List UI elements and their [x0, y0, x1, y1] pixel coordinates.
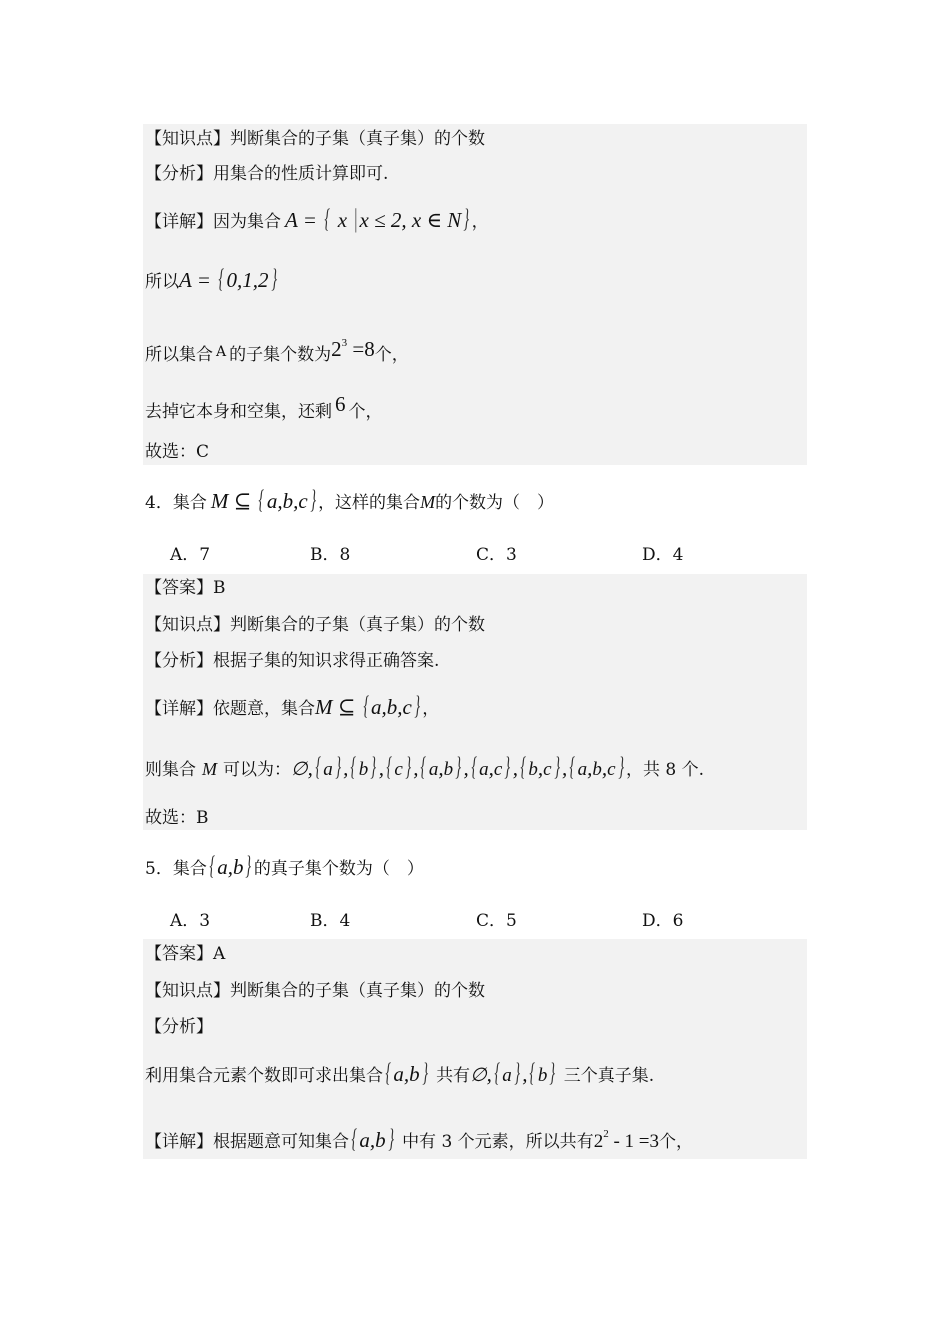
answer: 【答案】A — [145, 944, 226, 964]
analysis-mid: 共有 — [436, 1066, 471, 1086]
then-prefix: 则集合 — [145, 760, 196, 780]
question-number: 5．集合 — [145, 859, 207, 879]
question-4 — [145, 485, 555, 514]
option-b[interactable]: B．8 — [310, 545, 351, 565]
comma: ， — [471, 212, 489, 232]
remove-num: 6 — [335, 392, 346, 416]
analysis-text — [145, 1058, 655, 1087]
count-prefix: 所以集合 — [145, 345, 213, 365]
remove-line — [145, 393, 383, 423]
question-expr: M ⊆ { a,b,c} — [210, 485, 316, 514]
option-c[interactable]: C．3 — [476, 545, 517, 565]
question-text: 的真子集个数为（ ） — [253, 859, 424, 879]
detail-expr: M ⊆ { a,b,c} — [315, 691, 420, 720]
comma: ， — [422, 699, 440, 719]
question-text: ，这样的集合 — [318, 493, 421, 513]
option-a[interactable]: A．3 — [170, 911, 211, 931]
subset-count-line — [145, 332, 409, 366]
set-a-value: A = { 0,1,2} — [179, 264, 277, 293]
question-number: 4．集合 — [145, 493, 207, 513]
remove-suffix: 个， — [348, 402, 383, 422]
knowledge-point: 【知识点】判断集合的子集（真子集）的个数 — [145, 615, 485, 635]
subset-list: ∅,{ a} ,{ b} ,{ c} ,{ a,b} ,{ a,c} ,{ b,c} ,{ a,b,c} — [291, 752, 624, 781]
question-expr: { a,b} — [209, 851, 252, 880]
then-suffix: ，共 8 个. — [626, 760, 705, 780]
detail-line — [145, 691, 440, 720]
set-a-definition: A = { x |x ≤ 2, x ∈ N} — [285, 204, 470, 233]
analysis-prefix: 利用集合元素个数即可求出集合 — [145, 1066, 383, 1086]
option-b[interactable]: B．4 — [310, 911, 351, 931]
count-mid: 的子集个数为 — [229, 345, 332, 365]
detail-label: 【详解】因为集合 — [145, 212, 281, 232]
then-var: M — [202, 759, 217, 779]
detail-line — [145, 1123, 693, 1153]
option-c[interactable]: C．5 — [476, 911, 517, 931]
detail-formula: $2^2 - 1 =3$ — [593, 1128, 659, 1152]
detail-line — [145, 204, 489, 233]
so-label: 所以 — [145, 272, 179, 292]
analysis-subsets: ∅,{ a} ,{ b} — [470, 1058, 556, 1087]
analysis: 【分析】根据子集的知识求得正确答案. — [145, 651, 440, 671]
subsets-line — [145, 752, 705, 781]
analysis: 【分析】用集合的性质计算即可. — [145, 164, 389, 184]
question-5 — [145, 851, 424, 880]
analysis-set: { a,b} — [385, 1058, 428, 1087]
then-mid: 可以为： — [223, 760, 291, 780]
analysis-suffix: 三个真子集. — [563, 1066, 655, 1086]
knowledge-point: 【知识点】判断集合的子集（真子集）的个数 — [145, 981, 485, 1001]
detail-set: { a,b} — [351, 1124, 394, 1153]
option-a[interactable]: A．7 — [170, 545, 211, 565]
option-d[interactable]: D．4 — [642, 545, 684, 565]
detail-label: 【详解】依题意，集合 — [145, 699, 315, 719]
remove-prefix: 去掉它本身和空集，还剩 — [145, 402, 332, 422]
detail-suffix: 个， — [658, 1132, 693, 1152]
answer: 【答案】B — [145, 578, 226, 598]
detail-mid: 中有 3 个元素，所以共有 — [402, 1132, 594, 1152]
count-suffix: 个， — [374, 345, 409, 365]
question-var: M — [420, 492, 436, 512]
option-d[interactable]: D．6 — [642, 911, 684, 931]
count-formula: $2^3 =8$ — [331, 337, 375, 361]
count-var: A — [216, 344, 227, 360]
choice: 故选：B — [145, 808, 209, 828]
knowledge-point: 【知识点】判断集合的子集（真子集）的个数 — [145, 129, 485, 149]
analysis-label: 【分析】 — [145, 1017, 213, 1037]
set-a-value-line — [145, 264, 279, 293]
question-text-2: 的个数为（ ） — [435, 493, 555, 513]
detail-label: 【详解】根据题意可知集合 — [145, 1132, 349, 1152]
choice: 故选：C — [145, 442, 210, 462]
